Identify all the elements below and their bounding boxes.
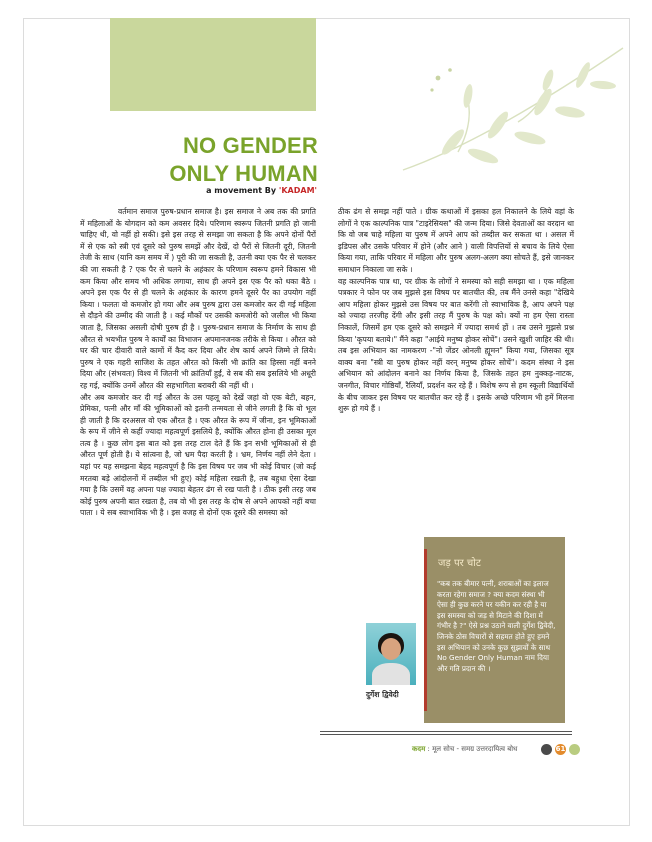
photo-caption: दुर्गेश द्विवेदी: [366, 690, 399, 699]
headline: [150, 132, 318, 188]
article-column-left: [80, 206, 316, 519]
photo-face: [381, 638, 401, 660]
tagline: [160, 186, 317, 195]
paragraph: वह काल्पनिक पात्र था, पर ग्रीक के लोगों ने समस्या को सही समझा था । एक महिला पत्रकार ने फोन पर जब मुझसे इस विषय पर बातचीत की, तब मैंने उनसे कहा "देखिये आप महिला होकर मुझसे उस विषय पर बात करेंगी तो स्वाभाविक है, आप अपने पक्ष को ज्यादा तरजीह देंगी और इसी तरह मैं पुरुष के पक्ष को। क्यों ना हम ऐसा रास्ता निकालें, जिसमें हम एक दूसरे को समझने में ज्यादा समर्थ हों । तब उसने मुझसे प्रश्न किया 'कृपया बताये।" मैंने कहा "आईये मनुष्य होकर सोचें"। उसने खुशी जाहिर की थी। तब इस अभियान का नामकरण -"नो जेंडर ओनली ह्यूमन" किया गया, जिसका सूत्र वाक्य बना "स्त्री या पुरुष होकर नहीं वरन् मनुष्य होकर सोचें"। कदम संस्था ने इस अभियान को आंदोलन बनाने का निर्णय किया है, जिसके तहत हम नुक्कड़-नाटक, जनगीत, विचार गोष्ठियाँ, रैलियाँ, प्रदर्शन कर रहे हैं । विशेष रूप से हम स्कूली विद्यार्थियों के बीच जाकर इस विषय पर बातचीत कर रहे हैं । इसके अच्छे परिणाम भी हमें मिलना शुरू हो गये हैं ।: [338, 276, 574, 414]
paragraph: ठीक ढंग से समझ नहीं पाते । ग्रीक कथाओं में इसका हल निकालने के लिये वहां के लोगों ने एक काल्पनिक पात्र "टाइरेसियस" की जन्म दिया। जिसे देवताओं का वरदान था कि वो जब चाहे महिला या पुरुष में अपने आप को तब्दील कर सकता था । असल में इडिपस और उसके परिवार में होने (और आने ) वाली विपत्तियों से बचाव के लिये ऐसा किया गया, ताकि परिवार में महिला और पुरुष अलग-अलग क्या सोचते हैं, इसे जानकर समाधान निकाला जा सके ।: [338, 207, 574, 274]
quote-box: [424, 537, 565, 723]
headline-line-1: NO GENDER: [182, 133, 318, 158]
footer-text: [412, 745, 517, 754]
footer-dot-dark: [541, 744, 552, 755]
article-column-right: [338, 206, 574, 415]
leaf-branch-icon: [398, 30, 628, 200]
headline-line-2: ONLY HUMAN: [169, 161, 318, 186]
footer-tagline: : मूल सोच - समग्र उत्तरदायित्व बोध: [425, 745, 518, 753]
quote-text: "कब तक बीमार पत्नी, शराबाओं का इलाज करता रहेगा समाज ? क्या कदम संस्था भी ऐसा ही कुछ करने पर यकीन कर रही है या इस समस्या को जड़ से मिटाने की दिशा में गंभीर है ?" ऐसे प्रश्न उठाने वाली दुर्गेश द्विवेदी, जिनके ठोस विचारों से सहमत होते हुए हमने इस अभियान को उनके कुछ सुझावों के साथ No Gender Only Human नाम दिया और गति प्रदान की ।: [437, 579, 556, 673]
quote-title: जड़ पर चोट: [438, 558, 481, 569]
author-photo: [366, 623, 416, 685]
paragraph: और अब कमजोर कर दी गई औरत के उस पहलू को देखें जहां वो एक बेटी, बहन, प्रेमिका, पत्नी और माँ की भूमिकाओं को इतनी तन्मयता से जीने लगती है कि वो भूल ही जाती है कि दरअसल वो एक औरत है । एक औरत के रूप में जीना, इन भूमिकाओं के रूप में जीने से कहीं ज्यादा महत्वपूर्ण इसलिये है, क्योंकि औरत होना ही उसका मूल तत्व है । कुछ लोग इस बात को इस तरह टाल देते हैं कि इन सभी भूमिकाओं से ही औरत पूर्ण होती है। ये सांत्वना है, जो भ्रम पैदा करती है । भ्रम, निर्णय नहीं लेने देता । यहां पर यह समझना बेहद महत्वपूर्ण है कि इस विषय पर जब भी कोई विचार (जो कई मरतबा बड़े आंदोलनों में तब्दील भी हुए) कोई महिला रखती है, तब बहुधा ऐसा देखा गया है कि उसमें वह अपना पक्ष ज्यादा बेहतर ढंग से रख पाती है । ठीक इसी तरह जब कोई पुरुष अपनी बात रखता है, तब वो भी इस तरह के दोष से अपने आपको नहीं बचा पाता । ये सब स्वाभाविक भी है । इस वजह से दोनों एक दूसरे की समस्या को: [80, 392, 316, 518]
paragraph: वर्तमान समाज पुरुष-प्रधान समाज है। इस समाज ने अब तक की प्रगति में महिलाओं के योगदान को कम अवसर दिये। परिणाम स्वरूप जितनी प्रगति हो जानी चाहिए थी, वो नहीं हो सकी। इसे इस तरह से समझा जा सकता है कि अपने दोनों पैरों में से एक को स्त्री एवं दूसरे को पुरुष समझें और देखें, दो पैरों से जितनी दूरी, जितनी तेजी के साथ (यानि कम समय में ) पूरी की जा सकती है, उतनी क्या एक पैर से चलकर की जा सकती है ? एक पैर से चलने के अहंकार के परिणाम स्वरूप हमने विकास भी कम किया और समय भी अधिक लगाया, साथ ही अपने इस एक पैर को थका बैठे । अपने इस एक पैर से ही चलने के अहंकार के कारण हमने दूसरे पैर का उपयोग नहीं किया । फलतः वो कमजोर हो गया और अब पुरुष द्वारा उस कमजोर कर दी गई महिला से दौड़ने की उम्मीद की जाती है । कई मौकों पर उसकी कमजोरी को जलील भी किया जाता है, जिसका असली दोषी पुरुष ही है । पुरुष-प्रधान समाज के निर्माण के साथ ही औरत से भयभीत पुरुष ने कार्यों का विभाजन अपमानजनक तरीके से किया । औरत को घर की चार दीवारी वाले कामों में कैद कर दिया और शेष कार्य अपने जिम्मे ले लिये। पुरुष ने एक गहरी साजिश के तहत औरत को किसी भी क्रांति का हिस्सा नहीं बनने दिया और (संभवतः) विश्व में जितनी भी क्रांतियाँ हुईं, वे सब की सब इसलिये भी अधूरी रह गई, क्योंकि उनमें औरत की सहभागिता बराबरी की नहीं थी ।: [80, 207, 316, 390]
tagline-prefix: a movement By: [206, 186, 279, 195]
header-color-block: [110, 18, 316, 111]
footer-brand: कदम: [412, 745, 426, 753]
footer-rule: [320, 734, 572, 735]
photo-body: [372, 663, 410, 685]
footer-dot-green: [569, 744, 580, 755]
quote-accent-bar: [424, 549, 427, 711]
page-number: 61: [555, 745, 566, 753]
footer-rule: [320, 731, 572, 732]
tagline-org: 'KADAM': [278, 186, 317, 195]
